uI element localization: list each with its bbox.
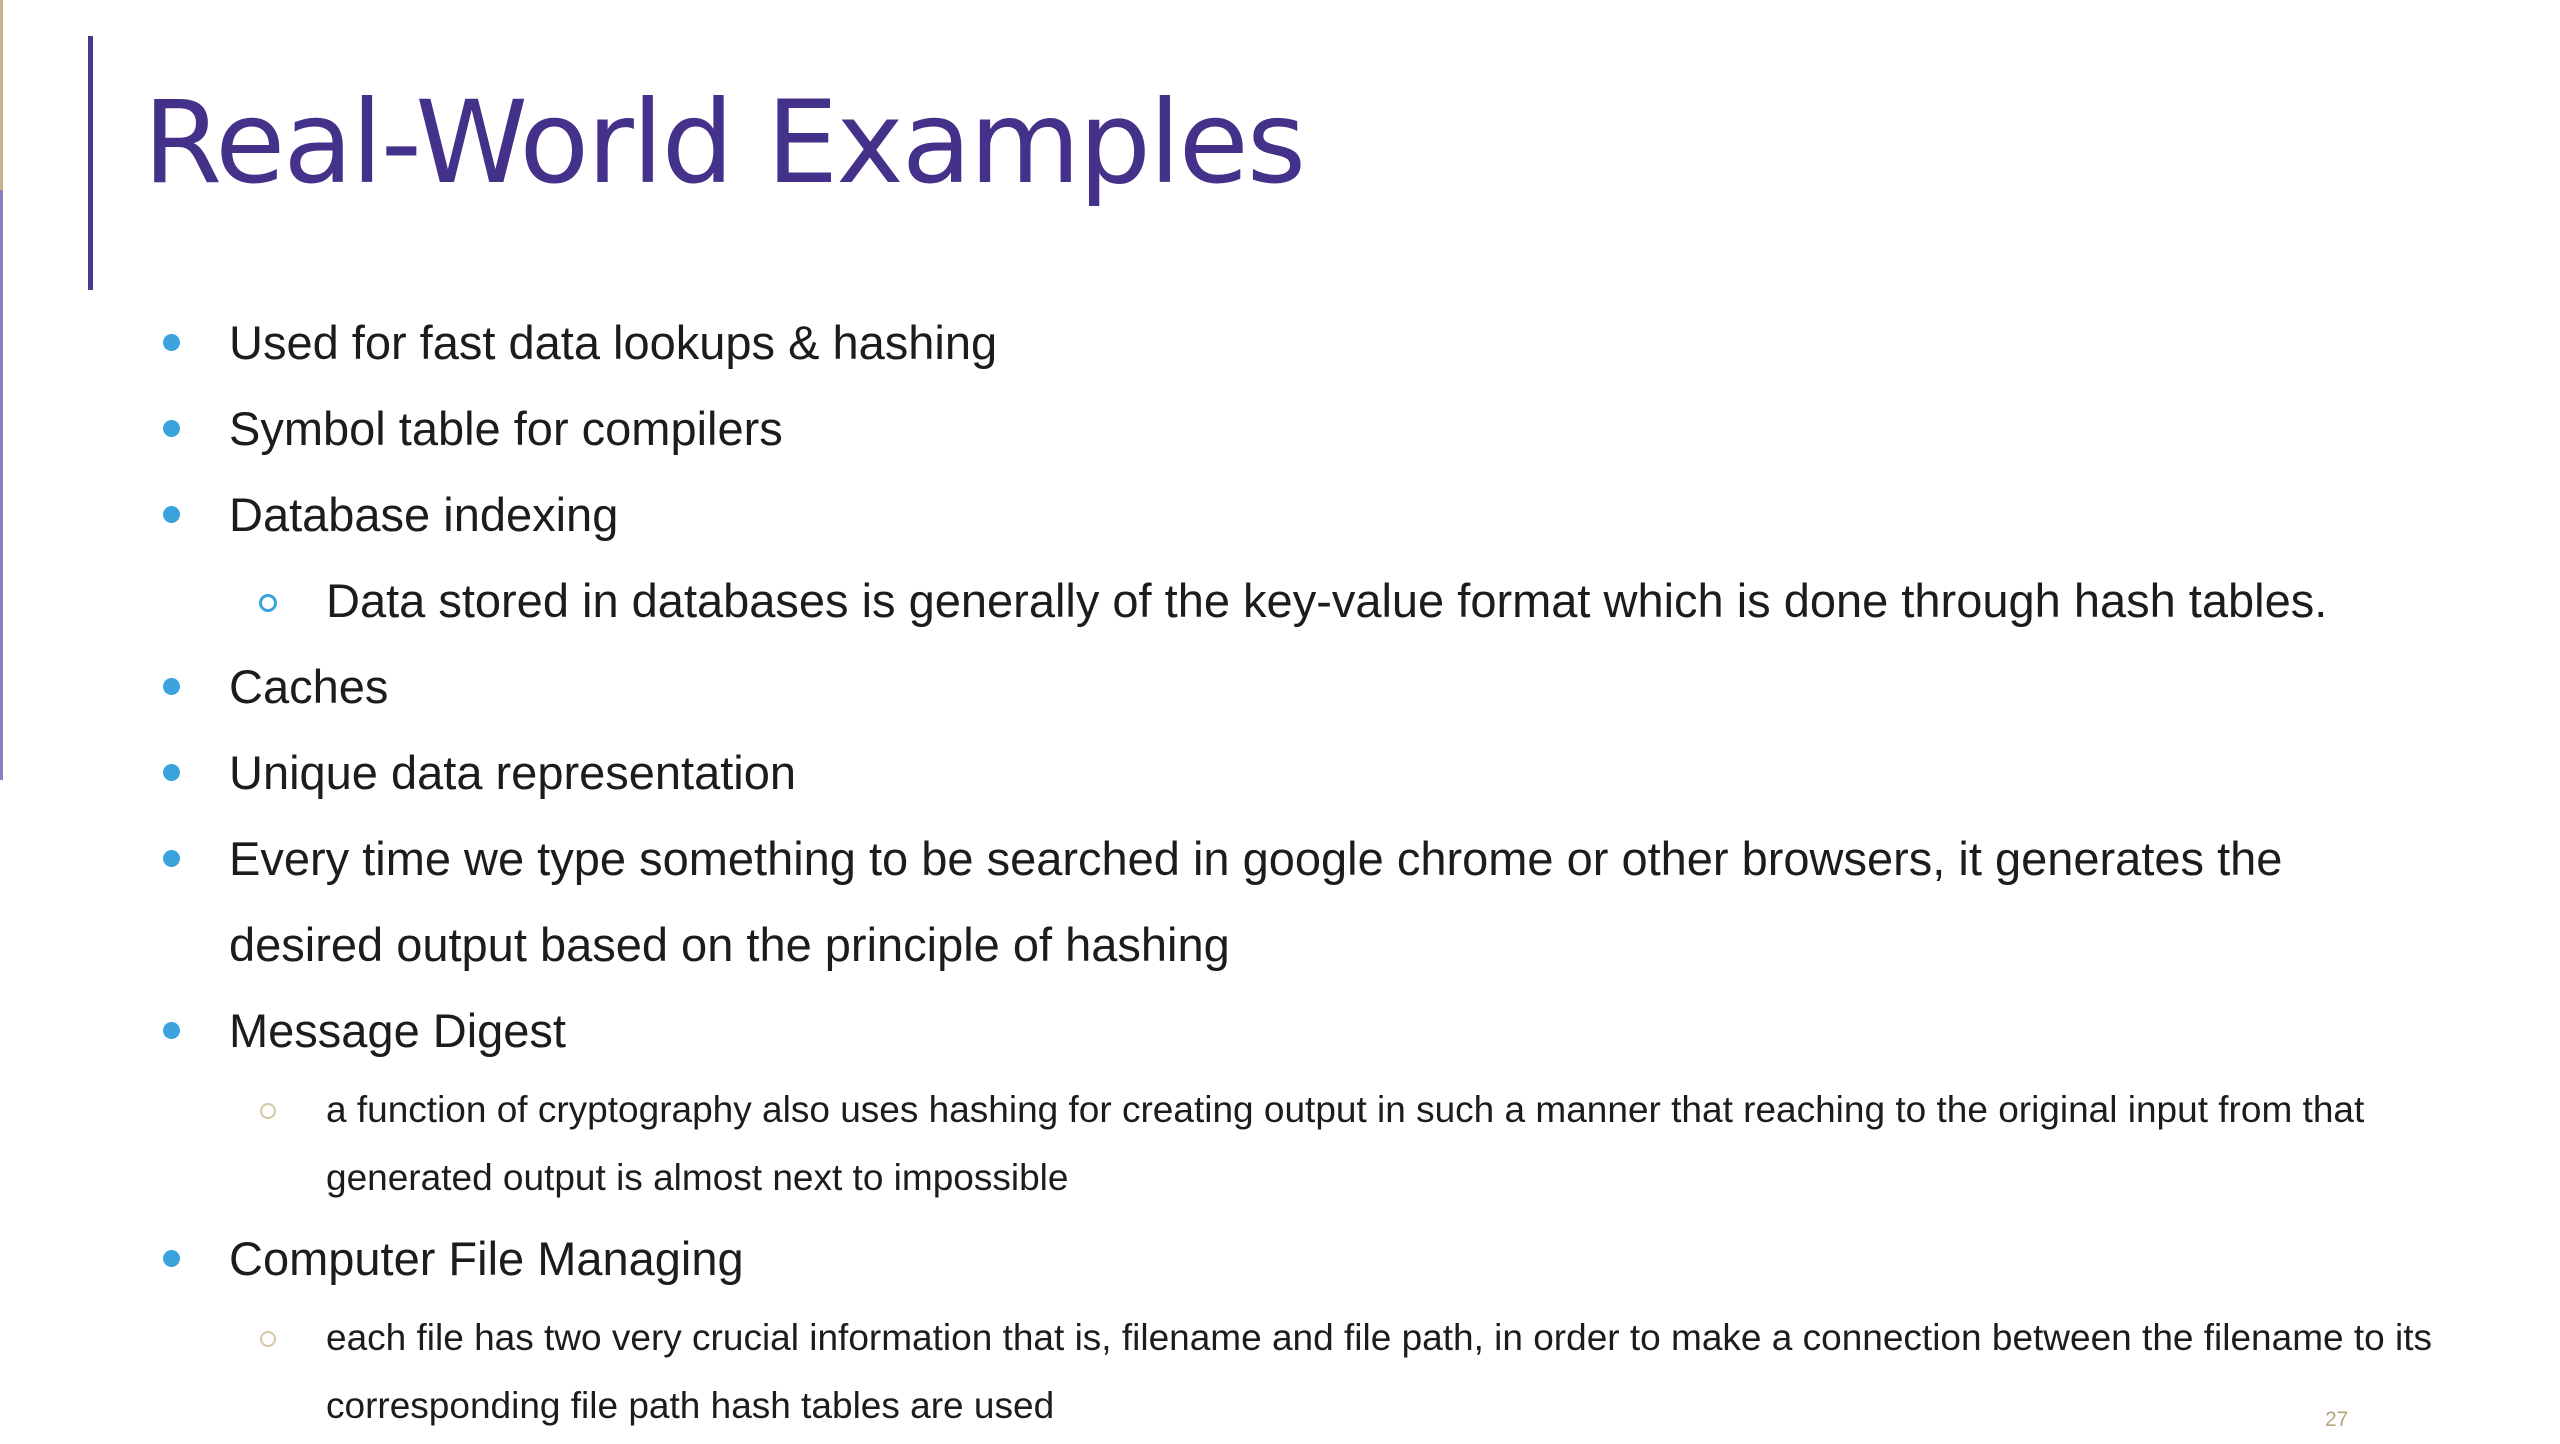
list-item-text: Unique data representation [229, 746, 797, 799]
bullet-ring-icon [259, 594, 277, 612]
sub-list-item-text: Data stored in databases is generally of the key-value format which is done through hash tables. [326, 574, 2328, 627]
list-item-text: Message Digest [229, 1004, 566, 1057]
list-item [0, 644, 2560, 730]
list-item-text: Symbol table for compilers [229, 402, 783, 455]
list-item [0, 472, 2560, 558]
sub-list-item [0, 558, 2560, 644]
bullet-dot-icon [163, 764, 180, 781]
bullet-dot-icon [163, 334, 180, 351]
page-number: 27 [2325, 1408, 2349, 1431]
list-item [0, 730, 2560, 816]
list-item-text: Caches [229, 660, 389, 713]
slide-title: Real-World Examples [143, 76, 1305, 209]
bullet-dot-icon [163, 1250, 180, 1267]
bullet-dot-icon [163, 850, 180, 867]
bullet-dot-icon [163, 420, 180, 437]
list-item [0, 988, 2560, 1074]
bullet-ring-icon [260, 1331, 276, 1347]
title-accent-bar [88, 36, 93, 290]
list-item-text: Database indexing [229, 488, 619, 541]
bullet-dot-icon [163, 506, 180, 523]
bullet-dot-icon [163, 678, 180, 695]
sub-list-item [0, 1304, 2560, 1440]
bullet-list [0, 300, 2560, 1444]
list-item-text: Used for fast data lookups & hashing [229, 316, 998, 369]
list-item-text: Every time we type something to be searched in google chrome or other browsers, it generates the desired output based on the principle of hashing [229, 832, 2283, 971]
list-item [0, 300, 2560, 386]
sub-list-item [0, 1076, 2560, 1212]
edge-accent-line [0, 0, 3, 190]
sub-list-item-text: a function of cryptography also uses hashing for creating output in such a manner that reaching to the original input from that generated output is almost next to impossible [326, 1089, 2365, 1198]
bullet-dot-icon [163, 1022, 180, 1039]
sub-list-item-text: each file has two very crucial information that is, filename and file path, in order to make a connection between the filename to its corresponding file path hash tables are used [326, 1317, 2433, 1426]
list-item [0, 816, 2560, 988]
list-item [0, 1216, 2560, 1302]
list-item-text: Computer File Managing [229, 1232, 744, 1285]
list-item [0, 386, 2560, 472]
bullet-ring-icon [260, 1103, 276, 1119]
